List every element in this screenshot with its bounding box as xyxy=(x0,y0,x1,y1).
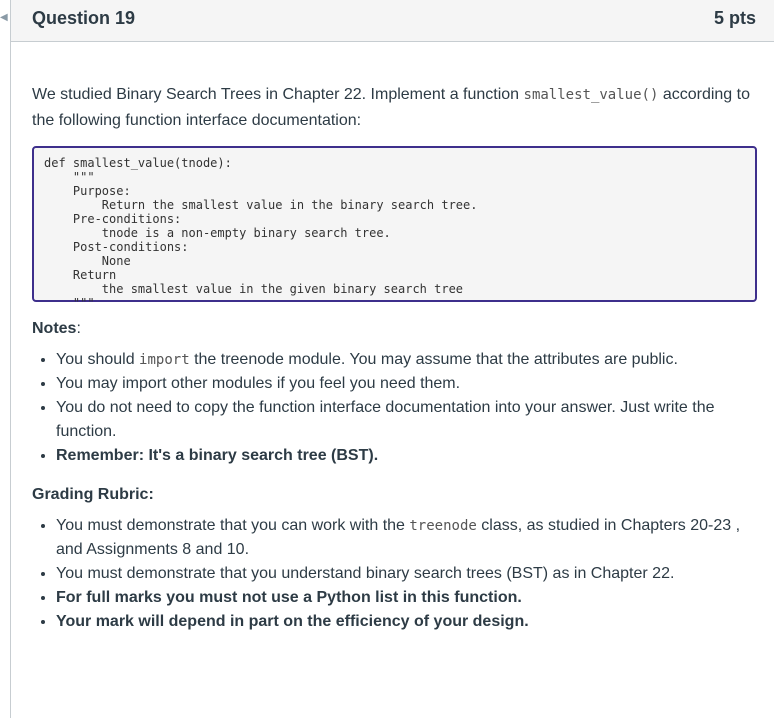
list-item: • You may import other modules if you feel you need them. xyxy=(56,372,757,396)
question-intro xyxy=(32,82,757,134)
list-item: • For full marks you must not use a Python list in this function. xyxy=(56,586,757,610)
list-item xyxy=(56,348,757,372)
notes-heading xyxy=(32,316,757,342)
list-item: • You do not need to copy the function interface documentation into your answer. Just write the function. xyxy=(56,396,757,444)
rubric1-after: class, as studied in Chapters 20-23 , and Assignments 8 and 10. xyxy=(56,517,741,558)
rubric1-code: treenode xyxy=(409,518,477,534)
notes-list xyxy=(32,348,757,468)
collapse-arrow-icon: ◀ xyxy=(0,12,8,23)
question-header xyxy=(11,0,774,42)
rubric-heading: Grading Rubric: xyxy=(32,486,154,503)
list-item: • Remember: It's a binary search tree (BST). xyxy=(56,444,757,468)
note1-after: the treenode module. You may assume that the attributes are public. xyxy=(189,351,678,368)
notes-heading-colon: : xyxy=(76,320,81,337)
list-item: • You must demonstrate that you understand binary search trees (BST) as in Chapter 22. xyxy=(56,562,757,586)
list-item: • Your mark will depend in part on the efficiency of your design. xyxy=(56,610,757,634)
code-text: def smallest_value(tnode): """ Purpose: Return the smallest value in the binary search tree. Pre-conditions: tnode is a non-empty binary search tree. Post-conditions: None Return the smallest value in the given binary search tree """ xyxy=(44,156,478,310)
intro-text-1: We studied Binary Search Trees in Chapter 22. Implement a function xyxy=(32,86,524,103)
note1-code: import xyxy=(139,352,190,368)
note1-before: You should xyxy=(56,351,140,368)
question-title: Question 19 xyxy=(32,8,136,28)
rubric1-before: You must demonstrate that you can work with the xyxy=(56,517,410,534)
intro-text-2: according to the following function interface documentation: xyxy=(32,86,750,129)
rubric-list xyxy=(32,514,757,634)
notes-heading-label: Notes xyxy=(32,320,77,337)
question-points: 5 pts xyxy=(713,8,756,28)
question-body xyxy=(32,82,757,634)
code-block xyxy=(32,146,757,310)
intro-code: smallest_value() xyxy=(523,87,659,103)
question-card xyxy=(10,0,774,718)
list-item xyxy=(56,514,757,562)
